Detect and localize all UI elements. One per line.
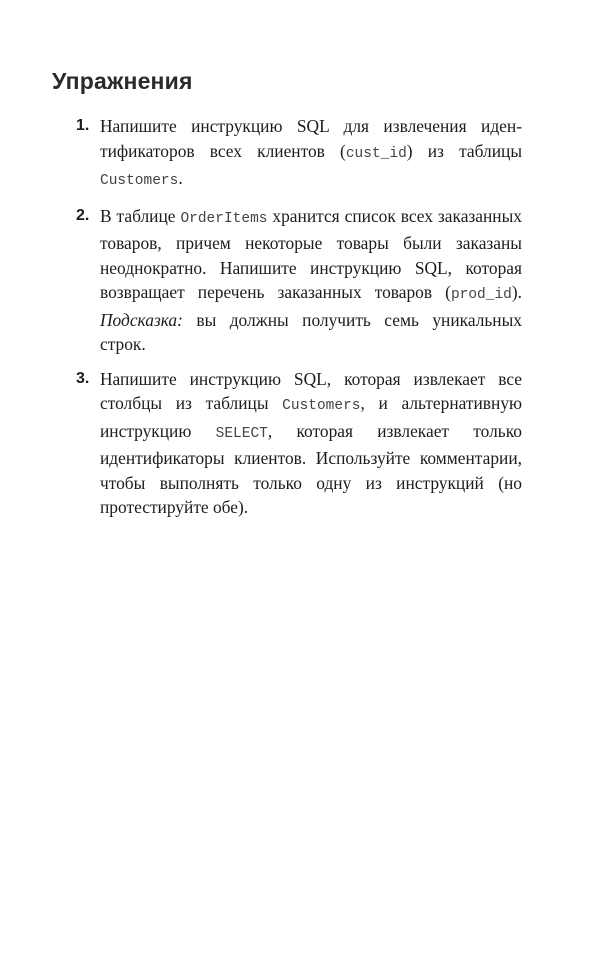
- exercise-text: В таблице: [100, 205, 181, 226]
- exercise-item-1: [60, 114, 522, 194]
- section-heading: Упражнения: [52, 68, 193, 94]
- code-term: OrderItems: [180, 210, 268, 227]
- exercise-number: 1.: [76, 117, 90, 134]
- exercise-list: [60, 114, 522, 530]
- exercise-number: 2.: [76, 206, 90, 224]
- code-term: prod_id: [450, 287, 512, 303]
- exercise-text: , и альтернативную инструкцию: [100, 393, 523, 441]
- code-term: cust_id: [345, 145, 407, 162]
- exercise-item-3: [60, 367, 522, 520]
- code-term: SELECT: [215, 425, 268, 442]
- exercise-text: ) из таблицы: [406, 140, 522, 161]
- exercise-text: Напишите инструкцию SQL для извлечения идентификаторов всех клиентов (: [100, 116, 522, 161]
- exercise-text: хранится список всех заказанных товаров, причем некоторые товары были заказаны неоднократно. Напишите инструкцию SQL, которая возвращает перечень заказанных товаров (: [100, 205, 522, 302]
- code-term: Customers: [282, 398, 361, 414]
- exercise-text: ).: [511, 282, 522, 302]
- hint-label: Подсказка:: [100, 309, 183, 330]
- exercise-text: вы должны получить семь уникальных строк.: [100, 309, 522, 354]
- exercise-text: , которая извлекает только идентификаторы клиентов. Используйте комментарии, чтобы выполнять только одну из инструкций (но протестируйте обе).: [100, 420, 522, 517]
- exercise-number: 3.: [76, 369, 90, 387]
- exercise-item-2: [60, 204, 522, 357]
- code-term: Customers: [100, 173, 179, 189]
- exercise-text: Напишите инструкцию SQL, которая извлекает все столбцы из таблицы: [100, 368, 522, 413]
- exercise-text: .: [178, 168, 183, 188]
